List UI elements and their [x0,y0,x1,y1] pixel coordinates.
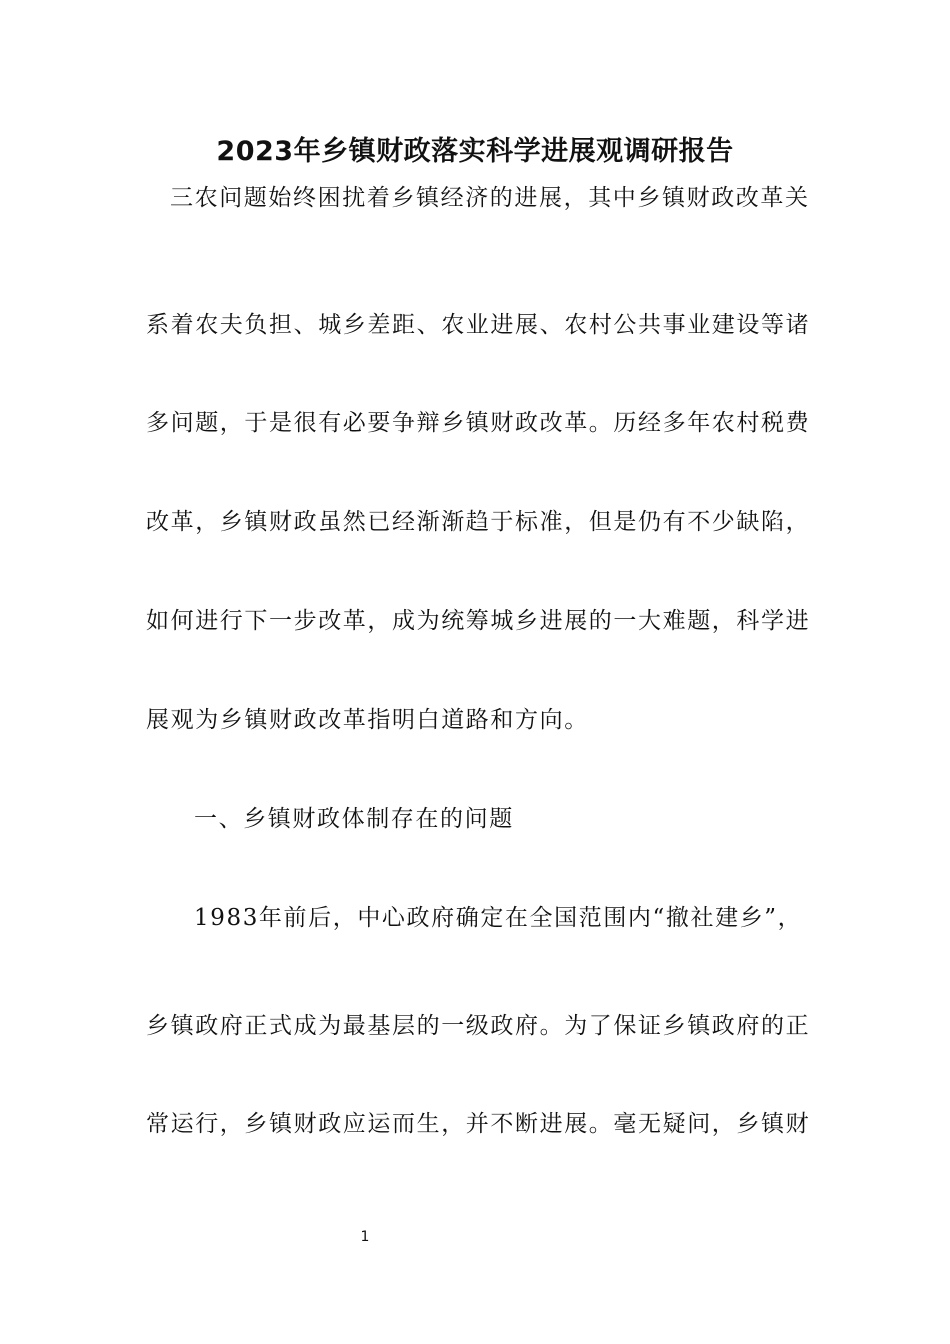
document-title: 2023年乡镇财政落实科学进展观调研报告 [216,136,734,167]
paragraph-line: 乡镇政府正式成为最基层的一级政府。为了保证乡镇政府的正 [146,1013,811,1039]
paragraph-line: 如何进行下一步改革，成为统筹城乡进展的一大难题，科学进 [146,608,811,634]
section-heading: 一、乡镇财政体制存在的问题 [194,806,514,832]
paragraph-line: 1983年前后，中心政府确定在全国范围内“撤社建乡”， [194,905,803,931]
paragraph-line: 多问题，于是很有必要争辩乡镇财政改革。历经多年农村税费 [146,410,811,436]
page-number: 1 [360,1229,370,1245]
paragraph-line: 系着农夫负担、城乡差距、农业进展、农村公共事业建设等诸 [146,312,811,338]
paragraph-line: 展观为乡镇财政改革指明白道路和方向。 [146,707,589,733]
paragraph-line: 常运行，乡镇财政应运而生，并不断进展。毫无疑问，乡镇财 [146,1111,811,1137]
paragraph-line: 改革，乡镇财政虽然已经渐渐趋于标准，但是仍有不少缺陷， [146,509,811,535]
paragraph-line: 三农问题始终困扰着乡镇经济的进展，其中乡镇财政改革关 [170,185,810,211]
